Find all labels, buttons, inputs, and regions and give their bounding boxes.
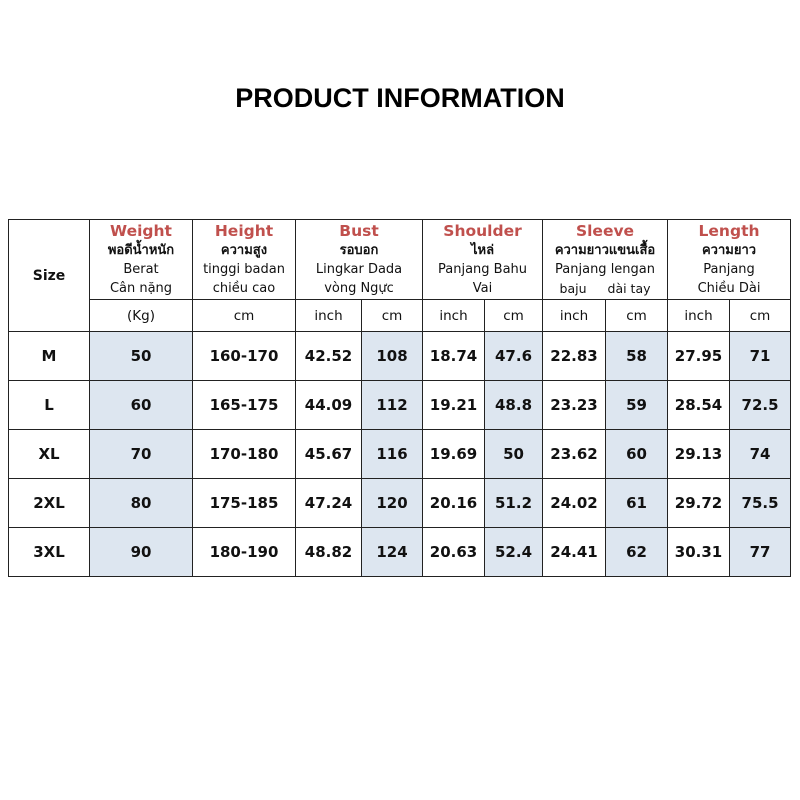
cell-height: 170-180 xyxy=(193,430,296,479)
cell-length-cm: 71 xyxy=(730,332,791,381)
cell-length-in: 29.13 xyxy=(668,430,730,479)
cell-sleeve-in: 24.02 xyxy=(543,479,606,528)
bust-header-th: รอบอก xyxy=(339,242,379,258)
cell-shoulder-in: 19.21 xyxy=(423,381,485,430)
length-header-vi: Chiều Dài xyxy=(697,280,761,296)
cell-sleeve-in: 22.83 xyxy=(543,332,606,381)
sleeve-header-id: Panjang lengan xyxy=(555,261,656,277)
cell-sleeve-in: 23.23 xyxy=(543,381,606,430)
cell-shoulder-in: 19.69 xyxy=(423,430,485,479)
cell-bust-cm: 112 xyxy=(362,381,423,430)
cell-size: M xyxy=(9,332,90,381)
cell-length-cm: 77 xyxy=(730,528,791,577)
cell-length-in: 30.31 xyxy=(668,528,730,577)
cell-shoulder-cm: 47.6 xyxy=(485,332,543,381)
shoulder-header xyxy=(423,220,543,300)
cell-height: 175-185 xyxy=(193,479,296,528)
cell-bust-cm: 120 xyxy=(362,479,423,528)
cell-sleeve-cm: 59 xyxy=(606,381,668,430)
unit-shoulder-cm: cm xyxy=(485,300,543,332)
shoulder-header-id: Panjang Bahu xyxy=(438,261,528,277)
cell-sleeve-cm: 60 xyxy=(606,430,668,479)
sleeve-header xyxy=(543,220,668,300)
unit-weight: (Kg) xyxy=(90,300,193,332)
height-header-vi: chiều cao xyxy=(212,280,276,296)
cell-sleeve-in: 24.41 xyxy=(543,528,606,577)
length-header xyxy=(668,220,791,300)
size-chart-table xyxy=(8,219,791,577)
table-row xyxy=(9,528,791,577)
weight-header-id: Berat xyxy=(123,261,159,277)
unit-sleeve-cm: cm xyxy=(606,300,668,332)
cell-sleeve-cm: 61 xyxy=(606,479,668,528)
unit-length-cm: cm xyxy=(730,300,791,332)
cell-weight: 70 xyxy=(90,430,193,479)
unit-row xyxy=(9,300,791,332)
cell-size: L xyxy=(9,381,90,430)
sleeve-header-th: ความยาวแขนเสื้อ xyxy=(554,242,656,258)
weight-header-en: Weight xyxy=(110,221,172,240)
cell-shoulder-cm: 52.4 xyxy=(485,528,543,577)
cell-shoulder-cm: 50 xyxy=(485,430,543,479)
unit-length-inch: inch xyxy=(668,300,730,332)
cell-length-cm: 74 xyxy=(730,430,791,479)
cell-bust-in: 45.67 xyxy=(296,430,362,479)
cell-height: 180-190 xyxy=(193,528,296,577)
cell-length-in: 27.95 xyxy=(668,332,730,381)
height-header-th: ความสูง xyxy=(220,242,268,258)
length-header-id: Panjang xyxy=(703,261,755,277)
cell-weight: 80 xyxy=(90,479,193,528)
shoulder-header-th: ไหล่ xyxy=(470,242,495,258)
height-header-en: Height xyxy=(214,221,274,240)
bust-header-en: Bust xyxy=(339,221,379,240)
cell-bust-in: 44.09 xyxy=(296,381,362,430)
cell-sleeve-in: 23.62 xyxy=(543,430,606,479)
cell-shoulder-in: 20.16 xyxy=(423,479,485,528)
cell-height: 165-175 xyxy=(193,381,296,430)
table-row xyxy=(9,479,791,528)
cell-sleeve-cm: 62 xyxy=(606,528,668,577)
header-row xyxy=(9,220,791,300)
weight-header-th: พอดีน้ำหนัก xyxy=(107,242,175,258)
length-header-en: Length xyxy=(698,221,760,240)
length-header-th: ความยาว xyxy=(701,242,757,258)
cell-length-cm: 75.5 xyxy=(730,479,791,528)
cell-length-in: 29.72 xyxy=(668,479,730,528)
bust-header-id: Lingkar Dada xyxy=(315,261,403,277)
height-header xyxy=(193,220,296,300)
cell-size: 2XL xyxy=(9,479,90,528)
cell-height: 160-170 xyxy=(193,332,296,381)
cell-bust-in: 48.82 xyxy=(296,528,362,577)
table-row xyxy=(9,430,791,479)
cell-bust-in: 42.52 xyxy=(296,332,362,381)
cell-sleeve-cm: 58 xyxy=(606,332,668,381)
cell-length-in: 28.54 xyxy=(668,381,730,430)
unit-sleeve-inch: inch xyxy=(543,300,606,332)
table-row xyxy=(9,381,791,430)
size-rows xyxy=(9,332,791,577)
cell-shoulder-in: 20.63 xyxy=(423,528,485,577)
sleeve-header-vi-b: dài tay xyxy=(607,280,651,296)
shoulder-header-vi: Vai xyxy=(472,280,493,296)
sleeve-header-vi xyxy=(543,279,667,298)
unit-bust-cm: cm xyxy=(362,300,423,332)
cell-weight: 90 xyxy=(90,528,193,577)
cell-size: XL xyxy=(9,430,90,479)
cell-bust-cm: 124 xyxy=(362,528,423,577)
cell-bust-cm: 108 xyxy=(362,332,423,381)
page-title: PRODUCT INFORMATION xyxy=(235,83,565,113)
cell-length-cm: 72.5 xyxy=(730,381,791,430)
weight-header xyxy=(90,220,193,300)
unit-height: cm xyxy=(193,300,296,332)
table-row xyxy=(9,332,791,381)
cell-weight: 60 xyxy=(90,381,193,430)
unit-bust-inch: inch xyxy=(296,300,362,332)
shoulder-header-en: Shoulder xyxy=(443,221,522,240)
cell-weight: 50 xyxy=(90,332,193,381)
cell-shoulder-cm: 51.2 xyxy=(485,479,543,528)
size-column-header: Size xyxy=(9,220,90,332)
sleeve-header-en: Sleeve xyxy=(575,221,635,240)
unit-shoulder-inch: inch xyxy=(423,300,485,332)
bust-header-vi: vòng Ngực xyxy=(324,280,394,296)
height-header-id: tinggi badan xyxy=(203,261,285,277)
cell-shoulder-in: 18.74 xyxy=(423,332,485,381)
bust-header xyxy=(296,220,423,300)
sleeve-header-vi-a: baju xyxy=(559,280,587,296)
cell-shoulder-cm: 48.8 xyxy=(485,381,543,430)
weight-header-vi: Cân nặng xyxy=(109,280,173,296)
cell-bust-in: 47.24 xyxy=(296,479,362,528)
cell-bust-cm: 116 xyxy=(362,430,423,479)
cell-size: 3XL xyxy=(9,528,90,577)
